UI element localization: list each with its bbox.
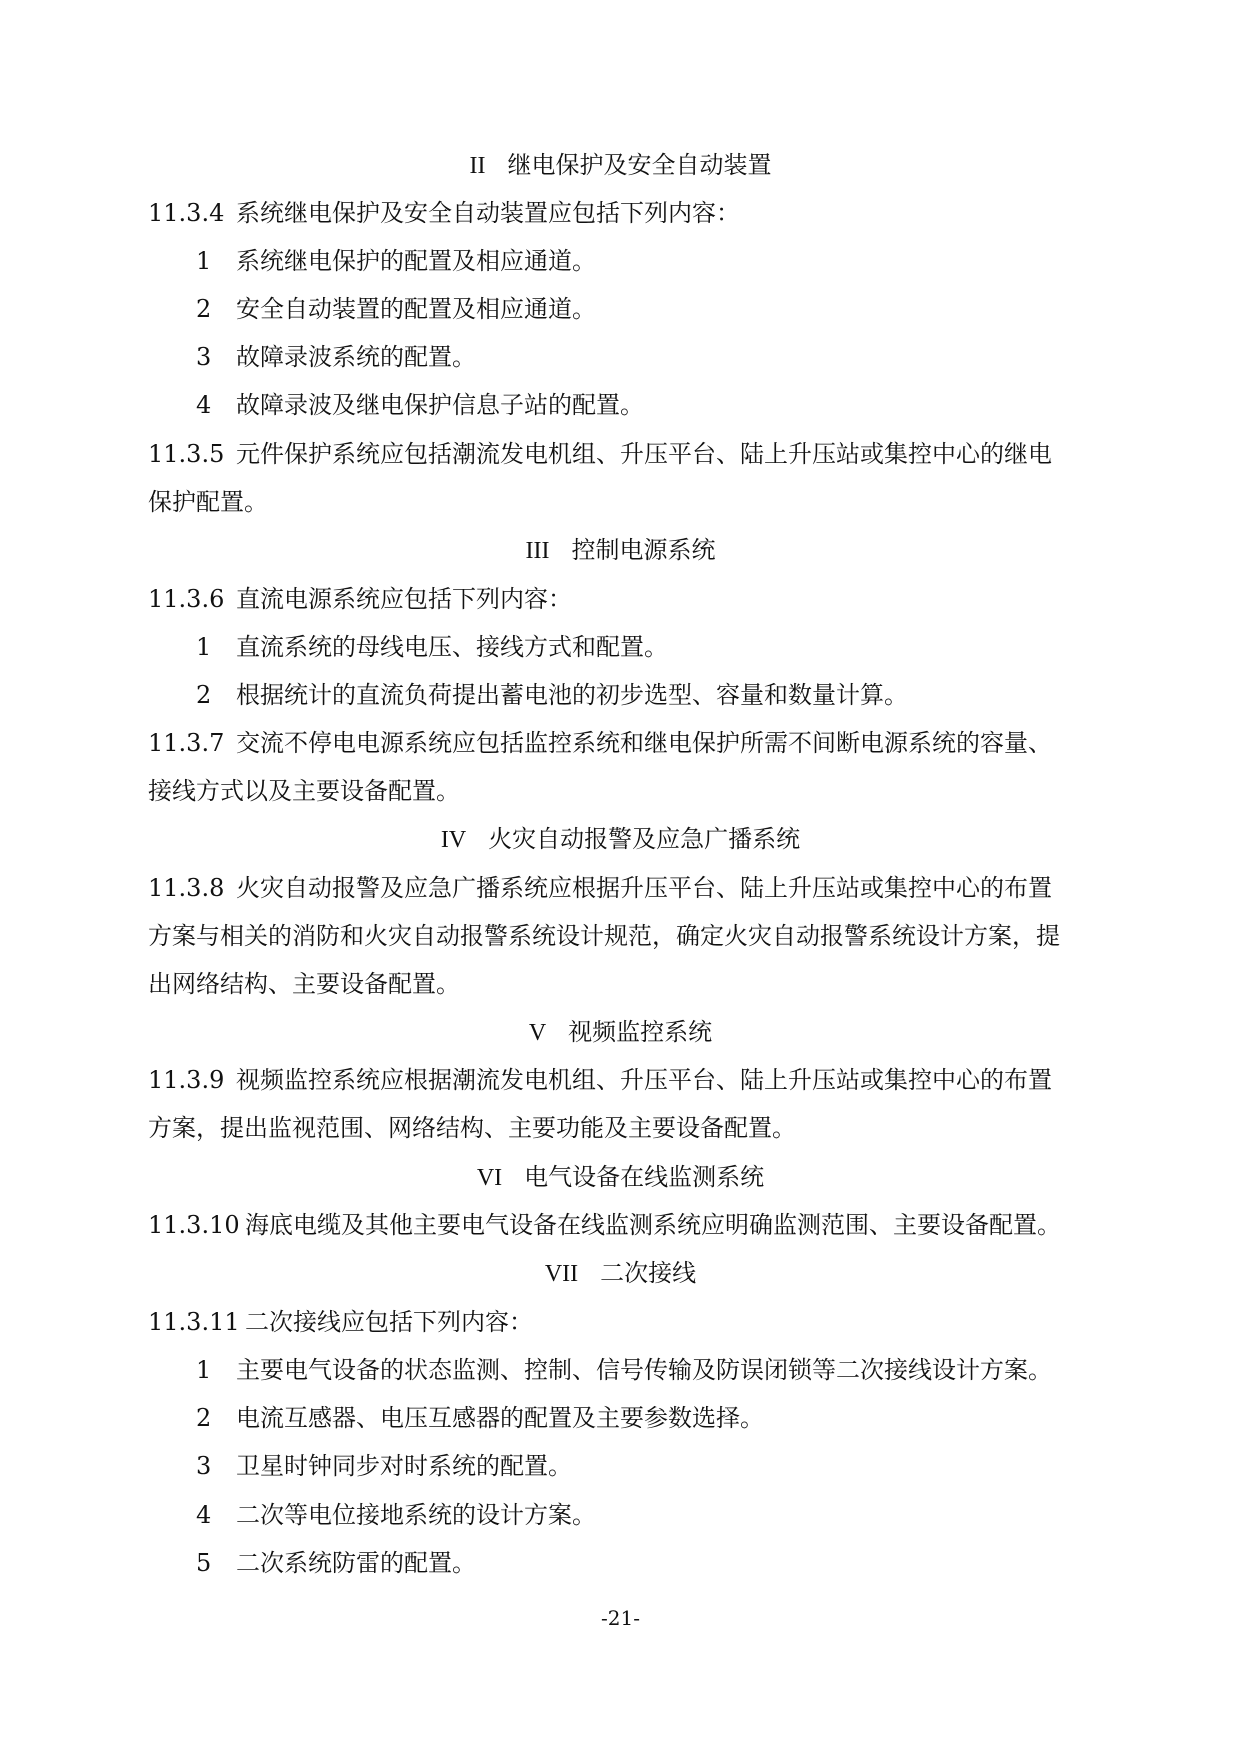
item-text: 故障录波及继电保护信息子站的配置。 <box>236 391 644 419</box>
clause-number: 11.3.10 <box>148 1211 240 1239</box>
clause-text: 海底电缆及其他主要电气设备在线监测系统应明确监测范围、主要设备配置。 <box>245 1211 1061 1239</box>
item-text: 直流系统的母线电压、接线方式和配置。 <box>236 633 668 661</box>
clause-number: 11.3.11 <box>148 1308 240 1336</box>
clause-text: 直流电源系统应包括下列内容： <box>236 585 572 613</box>
item-number: 4 <box>196 391 212 419</box>
item-number: 3 <box>196 1452 212 1480</box>
clause-text: 二次接线应包括下列内容： <box>245 1308 533 1336</box>
item-text: 安全自动装置的配置及相应通道。 <box>236 295 596 323</box>
item-text: 卫星时钟同步对时系统的配置。 <box>236 1452 572 1480</box>
item-number: 1 <box>196 247 212 275</box>
clause-text: 火灾自动报警及应急广播系统应根据升压平台、陆上升压站或集控中心的布置 <box>236 874 1052 902</box>
section-roman: II <box>469 153 486 179</box>
item-text: 根据统计的直流负荷提出蓄电池的初步选型、容量和数量计算。 <box>236 681 908 709</box>
section-heading-vii <box>0 1258 1241 1289</box>
item-text: 二次等电位接地系统的设计方案。 <box>236 1501 596 1529</box>
section-heading-v <box>0 1017 1241 1048</box>
clause-text: 出网络结构、主要设备配置。 <box>148 970 460 998</box>
item-text: 故障录波系统的配置。 <box>236 343 476 371</box>
section-heading-vi <box>0 1162 1241 1193</box>
clause-text: 保护配置。 <box>148 488 268 516</box>
item-number: 3 <box>196 343 212 371</box>
section-title: 控制电源系统 <box>571 536 716 564</box>
clause-text: 交流不停电电源系统应包括监控系统和继电保护所需不间断电源系统的容量、 <box>236 729 1052 757</box>
clause-number: 11.3.5 <box>148 440 225 468</box>
section-title: 火灾自动报警及应急广播系统 <box>488 825 801 853</box>
section-title: 继电保护及安全自动装置 <box>507 151 772 179</box>
clause-number: 11.3.7 <box>148 729 225 757</box>
section-roman: IV <box>440 827 467 853</box>
section-heading-iii <box>0 535 1241 566</box>
clause-text: 系统继电保护及安全自动装置应包括下列内容： <box>236 199 740 227</box>
item-text: 电流互感器、电压互感器的配置及主要参数选择。 <box>236 1404 764 1432</box>
section-roman: VII <box>544 1261 579 1287</box>
page-number: -21- <box>601 1606 640 1630</box>
item-text: 主要电气设备的状态监测、控制、信号传输及防误闭锁等二次接线设计方案。 <box>236 1356 1052 1384</box>
section-title: 二次接线 <box>600 1259 697 1287</box>
clause-number: 11.3.9 <box>148 1066 225 1094</box>
section-title: 电气设备在线监测系统 <box>524 1163 765 1191</box>
clause-number: 11.3.8 <box>148 874 225 902</box>
clause-text: 视频监控系统应根据潮流发电机组、升压平台、陆上升压站或集控中心的布置 <box>236 1066 1052 1094</box>
section-roman: VI <box>476 1165 503 1191</box>
item-number: 2 <box>196 1404 212 1432</box>
clause-text: 方案与相关的消防和火灾自动报警系统设计规范，确定火灾自动报警系统设计方案，提 <box>148 922 1060 950</box>
clause-text: 接线方式以及主要设备配置。 <box>148 777 460 805</box>
item-number: 2 <box>196 295 212 323</box>
clause-number: 11.3.6 <box>148 585 225 613</box>
clause-number: 11.3.4 <box>148 199 225 227</box>
item-text: 二次系统防雷的配置。 <box>236 1549 476 1577</box>
item-number: 5 <box>196 1549 212 1577</box>
section-roman: III <box>525 538 550 564</box>
section-title: 视频监控系统 <box>568 1018 713 1046</box>
section-roman: V <box>528 1020 547 1046</box>
item-number: 1 <box>196 633 212 661</box>
item-text: 系统继电保护的配置及相应通道。 <box>236 247 596 275</box>
clause-text: 方案，提出监视范围、网络结构、主要功能及主要设备配置。 <box>148 1114 796 1142</box>
item-number: 4 <box>196 1501 212 1529</box>
item-number: 2 <box>196 681 212 709</box>
section-heading-iv <box>0 824 1241 855</box>
clause-text: 元件保护系统应包括潮流发电机组、升压平台、陆上升压站或集控中心的继电 <box>236 440 1052 468</box>
section-heading-ii <box>0 150 1241 181</box>
item-number: 1 <box>196 1356 212 1384</box>
